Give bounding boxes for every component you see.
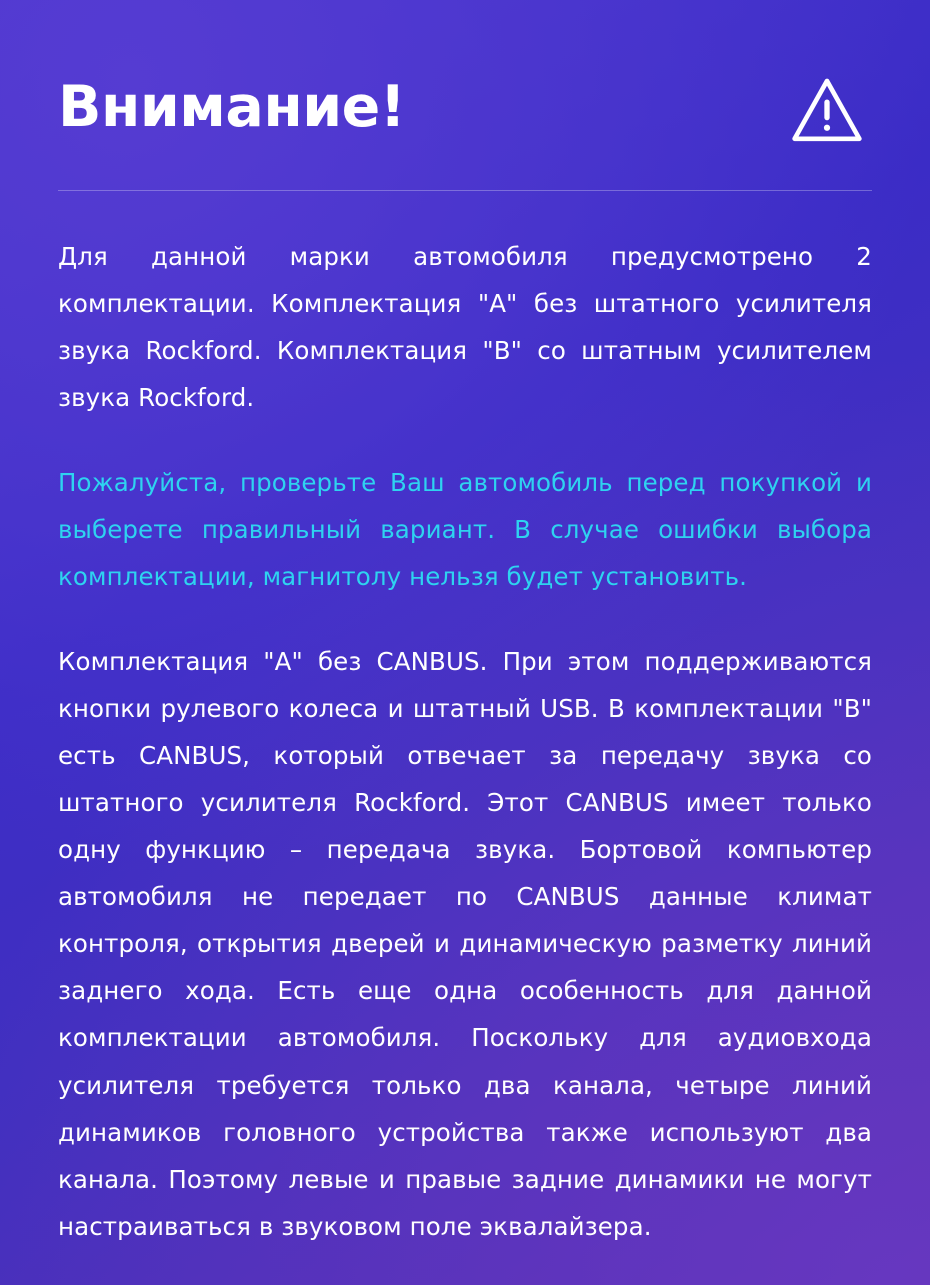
- paragraph-check-warning: Пожалуйста, проверьте Ваш автомобиль перед покупкой и выберете правильный вариант. В случае ошибки выбора комплектации, магнитолу нельзя будет установить.: [58, 468, 872, 592]
- warning-triangle-icon: [790, 74, 864, 148]
- page-title: Внимание!: [58, 74, 406, 141]
- paragraph-intro: Для данной марки автомобиля предусмотрено 2 комплектации. Комплектация "A" без штатного усилителя звука Rockford. Комплектация "B" со штатным усилителем звука Rockford.: [58, 242, 872, 413]
- page-header: [58, 58, 872, 148]
- notice-body: [58, 233, 872, 1250]
- header-divider: [58, 190, 872, 191]
- paragraph-canbus-details: Комплектация "A" без CANBUS. При этом поддерживаются кнопки рулевого колеса и штатный USB. В комплектации "B" есть CANBUS, который отвечает за передачу звука со штатного усилителя Rockford. Этот CANBUS имеет только одну функцию – передача звука. Бортовой компьютер автомобиля не передает по CANBUS данные климат контроля, открытия дверей и динамическую разметку линий заднего хода. Есть еще одна особенность для данной комплектации автомобиля. Поскольку для аудиовхода усилителя требуется только два канала, четыре линий динамиков головного устройства также используют два канала. Поэтому левые и правые задние динамики не могут настраиваться в звуковом поле эквалайзера.: [58, 647, 872, 1241]
